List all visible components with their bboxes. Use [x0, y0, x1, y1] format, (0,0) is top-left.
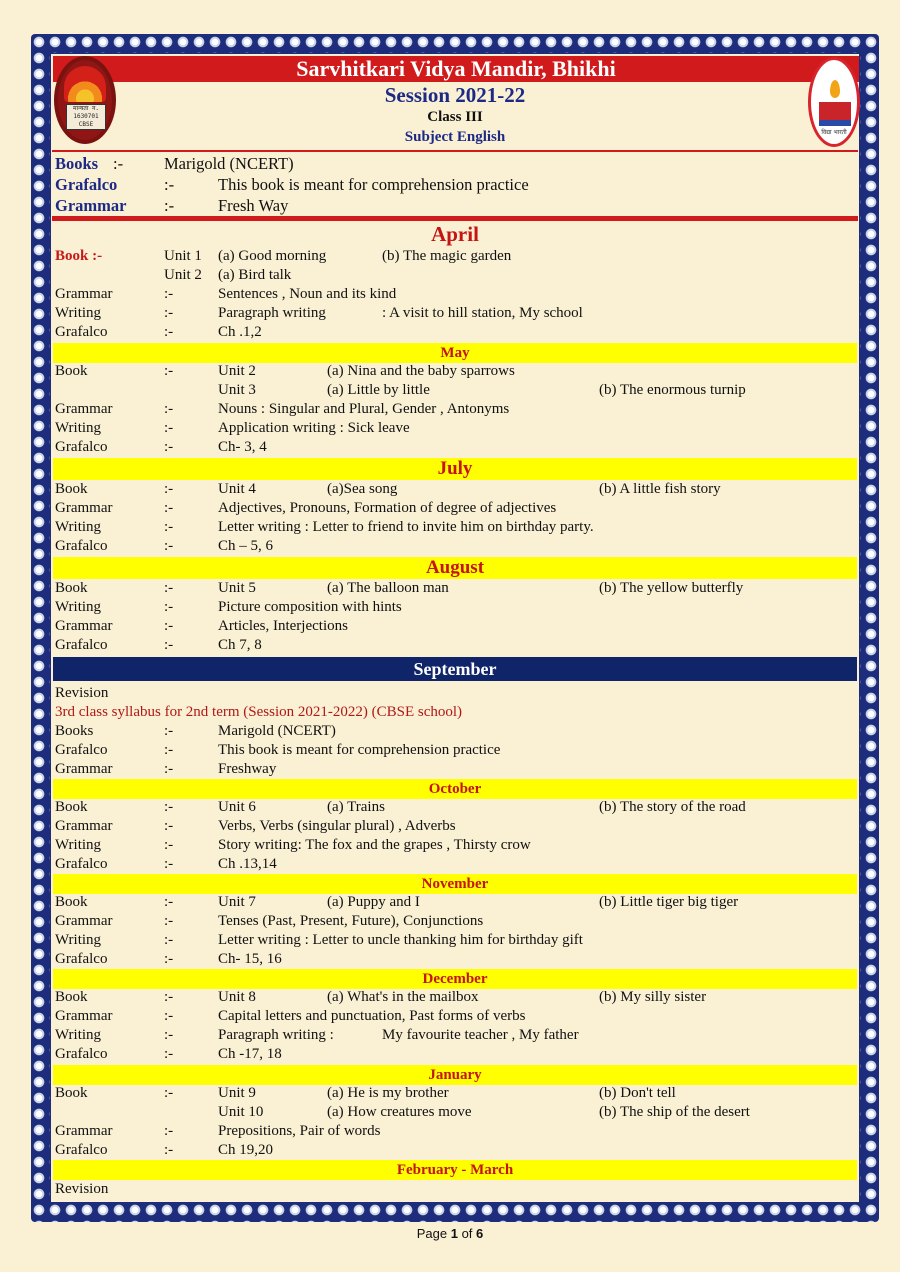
logo-plate-text: मान्यता न. 1630701 CBSE — [66, 104, 106, 130]
syllabus-row: Writing :- Paragraph writing : My favourite teacher , My father — [55, 1027, 579, 1043]
book-row: Book :- Unit 8 (a) What's in the mailbox (b) My silly sister — [55, 989, 707, 1005]
syllabus-row: Writing :- Paragraph writing : A visit to hill station, My school — [55, 305, 583, 321]
book-row: Unit 3 (a) Little by little (b) The enormous turnip — [218, 382, 746, 398]
syllabus-row: Grafalco :- This book is meant for comprehension practice — [55, 742, 501, 758]
syllabus-row: Grafalco :- Ch .1,2 — [55, 324, 262, 340]
rising-sun-icon — [64, 66, 106, 102]
book-row: Book :- Unit 4 (a)Sea song (b) A little fish story — [55, 481, 721, 497]
syllabus-row: Grafalco :- Ch – 5, 6 — [55, 538, 274, 554]
book-row: Book :- Unit 6 (a) Trains (b) The story of the road — [55, 799, 746, 815]
syllabus-row: Grafalco :- Ch .13,14 — [55, 856, 277, 872]
vidya-bharati-caption: विद्या भारती — [821, 129, 847, 136]
month-october: October — [53, 779, 857, 799]
divider — [52, 150, 858, 152]
syllabus-row: Writing :- Letter writing : Letter to uncle thanking him for birthday gift — [55, 932, 583, 948]
month-february-march: February - March — [53, 1160, 857, 1180]
syllabus-row: Grafalco :- Ch- 3, 4 — [55, 439, 267, 455]
book-row: Book :- Unit 1 (a) Good morning (b) The magic garden — [55, 248, 512, 264]
session-title: Session 2021-22 — [384, 83, 526, 107]
syllabus-row: Grafalco :- Ch -17, 18 — [55, 1046, 282, 1062]
intro-row: Books :- Marigold (NCERT) — [55, 154, 294, 173]
month-july: July — [53, 458, 857, 480]
syllabus-row: Grammar :- Articles, Interjections — [55, 618, 348, 634]
syllabus-row: Grammar :- Sentences , Noun and its kind — [55, 286, 397, 302]
decorative-border — [31, 34, 879, 1222]
vidya-bharati-logo — [808, 57, 860, 147]
syllabus-row: Books :- Marigold (NCERT) — [55, 723, 336, 739]
syllabus-row: Grammar :- Nouns : Singular and Plural, Gender , Antonyms — [55, 401, 510, 417]
footer-total: 6 — [476, 1226, 484, 1241]
syllabus-row: Grafalco :- Ch 7, 8 — [55, 637, 262, 653]
month-november: November — [53, 874, 857, 894]
term2-heading: 3rd class syllabus for 2nd term (Session 2021-2022) (CBSE school) — [55, 704, 463, 720]
revision-row: Revision — [55, 685, 109, 701]
syllabus-row: Grammar :- Verbs, Verbs (singular plural) , Adverbs — [55, 818, 456, 834]
syllabus-row: Writing :- Picture composition with hints — [55, 599, 402, 615]
book-row: Unit 2 (a) Bird talk — [164, 267, 292, 283]
cbse-school-logo — [54, 56, 116, 144]
syllabus-row: Grammar :- Freshway — [55, 761, 277, 777]
subject-title: Subject English — [404, 129, 506, 145]
footer-prefix: Page — [416, 1226, 448, 1241]
syllabus-row: Grammar :- Adjectives, Pronouns, Formation of degree of adjectives — [55, 500, 557, 516]
syllabus-row: Grafalco :- Ch- 15, 16 — [55, 951, 282, 967]
month-january: January — [53, 1065, 857, 1085]
book-row: Book :- Unit 9 (a) He is my brother (b) Don't tell — [55, 1085, 676, 1101]
lamp-flame-icon — [830, 80, 840, 98]
syllabus-row: Writing :- Letter writing : Letter to friend to invite him on birthday party. — [55, 519, 594, 535]
school-name: Sarvhitkari Vidya Mandir, Bhikhi — [53, 56, 859, 82]
syllabus-row: Grammar :- Prepositions, Pair of words — [55, 1123, 381, 1139]
book-row: Unit 10 (a) How creatures move (b) The ship of the desert — [218, 1104, 750, 1120]
syllabus-row: Grammar :- Tenses (Past, Present, Future), Conjunctions — [55, 913, 484, 929]
intro-row: Grafalco :- This book is meant for comprehension practice — [55, 175, 529, 194]
month-august: August — [53, 557, 857, 579]
month-april: April — [431, 222, 479, 246]
book-row: Book :- Unit 2 (a) Nina and the baby sparrows — [55, 363, 515, 379]
page-footer — [0, 1226, 900, 1241]
month-september: September — [53, 657, 857, 681]
book-row: Book :- Unit 5 (a) The balloon man (b) The yellow butterfly — [55, 580, 744, 596]
book-row: Book :- Unit 7 (a) Puppy and I (b) Little tiger big tiger — [55, 894, 739, 910]
footer-of: of — [461, 1226, 473, 1241]
book-icon — [819, 102, 851, 126]
month-may: May — [53, 343, 857, 363]
class-title: Class III — [427, 109, 483, 125]
syllabus-row: Grammar :- Capital letters and punctuation, Past forms of verbs — [55, 1008, 526, 1024]
intro-row: Grammar :- Fresh Way — [55, 196, 289, 215]
page-content — [50, 53, 860, 1203]
revision-row: Revision — [55, 1181, 109, 1197]
syllabus-row: Writing :- Story writing: The fox and the grapes , Thirsty crow — [55, 837, 531, 853]
syllabus-row: Grafalco :- Ch 19,20 — [55, 1142, 274, 1158]
syllabus-row: Writing :- Application writing : Sick leave — [55, 420, 410, 436]
footer-page: 1 — [450, 1226, 458, 1241]
month-december: December — [53, 969, 857, 989]
